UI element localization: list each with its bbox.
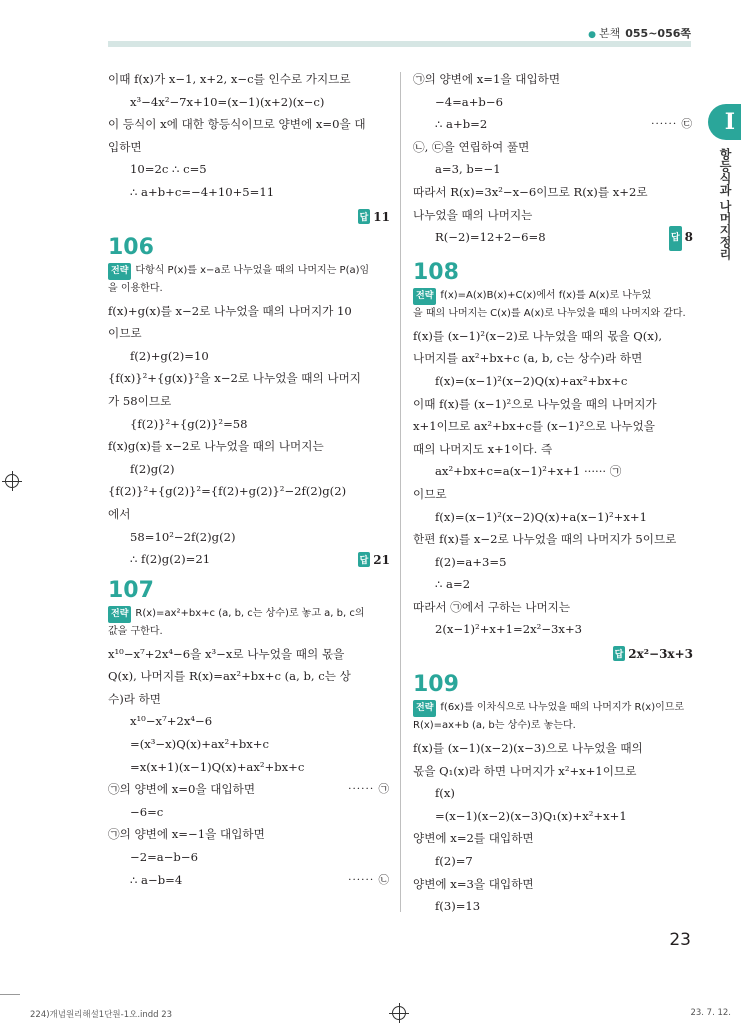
math-line bbox=[413, 528, 693, 551]
strategy-note: 전략 R(x)=ax²+bx+c (a, b, c는 상수)로 놓고 a, b, c의 값을 구한다. bbox=[108, 607, 365, 637]
line-text: 58=10²−2f(2)g(2) bbox=[130, 529, 236, 544]
math-line bbox=[108, 390, 390, 413]
line-text: 에서 bbox=[108, 506, 131, 521]
math-line bbox=[108, 435, 390, 458]
line-text: ㉠의 양변에 x=1을 대입하면 bbox=[413, 72, 561, 86]
math-line bbox=[413, 850, 693, 873]
solution-body bbox=[413, 737, 693, 918]
solution-body bbox=[413, 325, 693, 641]
line-text: ㉠의 양변에 x=0을 대입하면 bbox=[108, 782, 256, 797]
math-line bbox=[413, 393, 693, 416]
strategy-note: 전략 f(6x)를 이차식으로 나누었을 때의 나머지가 R(x)이므로 R(x)=ax+b (a, b는 상수)로 놓는다. bbox=[413, 702, 685, 732]
print-date: 23. 7. 12. bbox=[690, 1008, 731, 1018]
strategy-note: 전략 f(x)=A(x)B(x)+C(x)에서 f(x)를 A(x)로 나누었 을 때의 나머지는 C(x)를 A(x)로 나누었을 때의 나머지와 같다. bbox=[413, 289, 686, 319]
chapter-title: 항등식과 나머지정리 bbox=[718, 148, 732, 261]
math-line bbox=[108, 345, 390, 368]
math-line bbox=[108, 526, 390, 549]
line-text: =x(x+1)(x−1)Q(x)+ax²+bx+c bbox=[130, 759, 305, 774]
line-text: 나머지를 ax²+bx+c (a, b, c는 상수)라 하면 bbox=[413, 351, 643, 366]
math-line bbox=[413, 483, 693, 506]
intro-solution bbox=[108, 68, 390, 204]
math-line bbox=[108, 869, 390, 892]
math-line bbox=[108, 458, 390, 481]
line-text: 2(x−1)²+x+1=2x²−3x+3 bbox=[435, 622, 583, 637]
line-text: f(x) bbox=[435, 786, 455, 801]
print-file-info: 224)개념원리해설1단원-1오.indd 23 bbox=[30, 1010, 173, 1020]
line-text: ∴ a−b=4 bbox=[130, 872, 183, 887]
final-answer: 답 2x²−3x+3 bbox=[614, 647, 693, 662]
final-answer: 답 8 bbox=[669, 226, 693, 251]
math-line bbox=[413, 347, 693, 370]
line-text: =(x³−x)Q(x)+ax²+bx+c bbox=[130, 737, 269, 752]
math-line bbox=[108, 181, 390, 204]
line-text: 가 58이므로 bbox=[108, 393, 172, 408]
line-text: 이므로 bbox=[413, 486, 447, 501]
math-line bbox=[413, 91, 693, 114]
math-line bbox=[413, 737, 693, 760]
line-text: x+1이므로 ax²+bx+c를 (x−1)²으로 나누었을 bbox=[413, 419, 655, 434]
line-text: ∴ a+b=2 bbox=[435, 117, 488, 132]
math-line bbox=[108, 756, 390, 779]
line-text: 양변에 x=3을 대입하면 bbox=[413, 876, 534, 891]
math-line bbox=[108, 158, 390, 181]
math-line bbox=[108, 846, 390, 869]
math-line bbox=[108, 480, 390, 503]
line-text: 양변에 x=2를 대입하면 bbox=[413, 831, 534, 846]
line-text: ㉠의 양변에 x=−1을 대입하면 bbox=[108, 827, 265, 842]
answer-row bbox=[413, 643, 693, 663]
chapter-number: I bbox=[724, 109, 735, 135]
math-line bbox=[108, 113, 390, 136]
line-text: 이때 f(x)를 (x−1)²으로 나누었을 때의 나머지가 bbox=[413, 396, 657, 411]
problem-number: 107 bbox=[108, 577, 154, 603]
math-line bbox=[413, 370, 693, 393]
header-bar bbox=[108, 41, 691, 47]
math-line bbox=[413, 618, 693, 641]
math-line bbox=[108, 801, 390, 824]
line-text: f(x)를 (x−1)²(x−2)로 나누었을 때의 몫을 Q(x), bbox=[413, 328, 663, 343]
line-text: a=3, b=−1 bbox=[435, 162, 501, 177]
math-line bbox=[108, 733, 390, 756]
math-line bbox=[108, 710, 390, 733]
line-text: 한편 f(x)를 x−2로 나누었을 때의 나머지가 5이므로 bbox=[413, 532, 677, 547]
math-line bbox=[413, 158, 693, 181]
math-line bbox=[413, 113, 693, 136]
line-text: f(x)=(x−1)²(x−2)Q(x)+a(x−1)²+x+1 bbox=[435, 509, 647, 524]
line-text: f(x)를 (x−1)(x−2)(x−3)으로 나누었을 때의 bbox=[413, 741, 643, 756]
line-text: 때의 나머지도 x+1이다. 즉 bbox=[413, 441, 553, 456]
solution-body bbox=[108, 643, 390, 892]
math-line bbox=[413, 438, 693, 461]
line-text: ∴ a=2 bbox=[435, 577, 471, 592]
math-line bbox=[108, 643, 390, 666]
right-column bbox=[413, 68, 693, 918]
line-text: Q(x), 나머지를 R(x)=ax²+bx+c (a, b, c는 상 bbox=[108, 669, 351, 684]
book-page-reference: ● 본책 055~056쪽 bbox=[588, 27, 691, 40]
math-line bbox=[413, 782, 693, 805]
left-column bbox=[108, 68, 390, 891]
line-text: 따라서 R(x)=3x²−x−6이므로 R(x)를 x+2로 bbox=[413, 184, 648, 199]
strategy-note: 전략 다항식 P(x)를 x−a로 나누었을 때의 나머지는 P(a)임 을 이용한다. bbox=[108, 264, 370, 294]
line-text: =(x−1)(x−2)(x−3)Q₁(x)+x²+x+1 bbox=[435, 808, 627, 823]
column-divider bbox=[400, 72, 401, 912]
math-line bbox=[108, 413, 390, 436]
problem-number: 106 bbox=[108, 234, 154, 260]
math-line bbox=[413, 204, 693, 227]
line-text: f(2)=a+3=5 bbox=[435, 554, 507, 569]
line-text: −6=c bbox=[130, 804, 164, 819]
math-line bbox=[413, 136, 693, 159]
math-line bbox=[108, 503, 390, 526]
solution-body bbox=[108, 300, 390, 571]
math-line bbox=[413, 551, 693, 574]
line-text: {f(2)}²+{g(2)}²=58 bbox=[130, 416, 248, 431]
equation-tag: ······ ㉡ bbox=[348, 873, 390, 886]
math-line bbox=[108, 665, 390, 688]
line-text: 이 등식이 x에 대한 항등식이므로 양변에 x=0을 대 bbox=[108, 117, 366, 132]
solution-continued bbox=[413, 68, 693, 226]
math-line bbox=[413, 596, 693, 619]
line-text: ax²+bx+c=a(x−1)²+x+1 ······ ㉠ bbox=[435, 464, 622, 479]
math-line bbox=[108, 367, 390, 390]
line-text: x¹⁰−x⁷+2x⁴−6 bbox=[130, 714, 213, 729]
line-text: 입하면 bbox=[108, 139, 142, 154]
final-answer: 답 11 bbox=[359, 209, 390, 224]
line-text: f(2)+g(2)=10 bbox=[130, 348, 209, 363]
math-line bbox=[413, 506, 693, 529]
line-text: 몫을 Q₁(x)라 하면 나머지가 x²+x+1이므로 bbox=[413, 763, 637, 778]
line-text: ㉡, ㉢을 연립하여 풀면 bbox=[413, 139, 530, 154]
line-text: 이므로 bbox=[108, 326, 142, 341]
line-text: f(2)=7 bbox=[435, 854, 473, 869]
math-line bbox=[413, 181, 693, 204]
math-line bbox=[413, 760, 693, 783]
line-text: 이때 f(x)가 x−1, x+2, x−c를 인수로 가지므로 bbox=[108, 72, 351, 86]
line-text: x¹⁰−x⁷+2x⁴−6을 x³−x로 나누었을 때의 몫을 bbox=[108, 646, 345, 661]
line-text: −4=a+b−6 bbox=[435, 94, 503, 109]
math-line bbox=[108, 68, 390, 91]
final-answer: 답 21 bbox=[359, 552, 390, 567]
line-text: f(2)g(2) bbox=[130, 461, 175, 476]
line-text: 수)라 하면 bbox=[108, 691, 162, 706]
math-line bbox=[413, 895, 693, 918]
problem-number: 108 bbox=[413, 259, 459, 285]
math-line bbox=[108, 300, 390, 323]
line-text: 나누었을 때의 나머지는 bbox=[413, 207, 533, 222]
math-line bbox=[413, 573, 693, 596]
line-text: f(x)+g(x)를 x−2로 나누었을 때의 나머지가 10 bbox=[108, 303, 352, 318]
line-text: f(x)=(x−1)²(x−2)Q(x)+ax²+bx+c bbox=[435, 373, 628, 388]
math-line bbox=[108, 136, 390, 159]
math-line bbox=[108, 91, 390, 114]
math-line bbox=[413, 460, 693, 483]
math-line bbox=[413, 873, 693, 896]
equation-tag: ······ ㉠ bbox=[348, 783, 390, 796]
answer-row bbox=[108, 206, 390, 226]
line-text: f(3)=13 bbox=[435, 899, 481, 914]
bullet-dot-icon: ● bbox=[588, 30, 596, 40]
math-line bbox=[108, 688, 390, 711]
math-line bbox=[413, 805, 693, 828]
line-text: {f(2)}²+{g(2)}²={f(2)+g(2)}²−2f(2)g(2) bbox=[108, 484, 347, 499]
problem-number: 109 bbox=[413, 672, 459, 698]
math-line bbox=[108, 322, 390, 345]
line-text: f(x)g(x)를 x−2로 나누었을 때의 나머지는 bbox=[108, 439, 324, 454]
line-text: ∴ f(2)g(2)=21 bbox=[130, 552, 211, 567]
math-line bbox=[108, 823, 390, 846]
line-text: ∴ a+b+c=−4+10+5=11 bbox=[130, 184, 275, 199]
line-text: {f(x)}²+{g(x)}²을 x−2로 나누었을 때의 나머지 bbox=[108, 371, 361, 386]
line-text: −2=a−b−6 bbox=[130, 850, 198, 865]
math-line: R(−2)=12+2−6=8 답 8 bbox=[413, 226, 693, 249]
page-number: 23 bbox=[669, 930, 691, 950]
line-text: x³−4x²−7x+10=(x−1)(x+2)(x−c) bbox=[130, 94, 325, 109]
line-text: 10=2c ∴ c=5 bbox=[130, 162, 207, 177]
crop-mark bbox=[0, 994, 20, 995]
registration-mark-icon bbox=[5, 474, 19, 488]
math-line bbox=[413, 415, 693, 438]
equation-tag: ······ ㉢ bbox=[651, 118, 693, 131]
math-line bbox=[413, 827, 693, 850]
math-line bbox=[413, 325, 693, 348]
registration-mark-icon bbox=[392, 1006, 406, 1020]
line-text: 따라서 ㉠에서 구하는 나머지는 bbox=[413, 599, 571, 614]
math-line bbox=[413, 68, 693, 91]
